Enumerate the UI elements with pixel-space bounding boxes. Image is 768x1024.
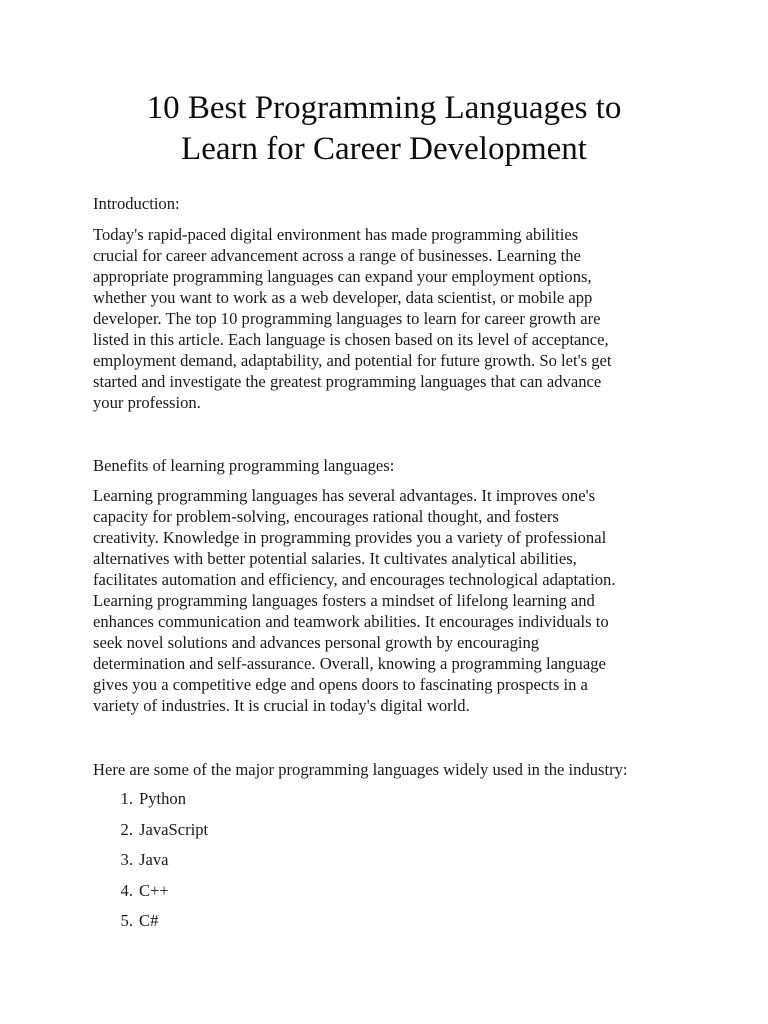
paragraph-line: your profession. (93, 393, 201, 412)
paragraph-line: gives you a competitive edge and opens doors to fascinating prospects in a (93, 675, 588, 694)
benefits-heading: Benefits of learning programming languages: (93, 456, 395, 475)
list-item-name: Python (139, 789, 187, 808)
list-item (93, 910, 159, 941)
introduction-heading: Introduction: (93, 194, 180, 213)
paragraph-line: determination and self-assurance. Overall, knowing a programming language (93, 654, 606, 673)
list-item-number: 5. (120, 911, 133, 930)
paragraph-line: Learning programming languages fosters a mindset of lifelong learning and (93, 591, 595, 610)
list-item (93, 788, 187, 819)
list-item-number: 4. (120, 880, 133, 900)
list-item-name: C# (139, 911, 159, 930)
list-item-name: Java (139, 850, 169, 869)
paragraph-line: Today's rapid-paced digital environment has made programming abilities (93, 225, 579, 244)
paragraph-line: crucial for career advancement across a range of businesses. Learning the (93, 246, 581, 265)
paragraph-line: alternatives with better potential salaries. It cultivates analytical abilities, (93, 549, 577, 568)
introduction-paragraph (93, 224, 693, 413)
list-item (93, 849, 169, 880)
list-item (93, 880, 169, 911)
list-item (93, 819, 209, 850)
list-item-number: 1. (120, 789, 133, 808)
list-item-name: JavaScript (139, 819, 209, 839)
paragraph-line: employment demand, adaptability, and potential for future growth. So let's get (93, 351, 612, 370)
list-item-name: C++ (139, 880, 169, 900)
paragraph-line: creativity. Knowledge in programming provides you a variety of professional (93, 528, 607, 547)
title-line: Learn for Career Development (181, 131, 587, 167)
paragraph-line: started and investigate the greatest programming languages that can advance (93, 372, 602, 391)
paragraph-line: facilitates automation and efficiency, and encourages technological adaptation. (93, 570, 616, 589)
list-item-number: 3. (120, 850, 133, 869)
paragraph-line: Learning programming languages has several advantages. It improves one's (93, 486, 596, 505)
paragraph-line: developer. The top 10 programming languages to learn for career growth are (93, 309, 601, 328)
title-line: 10 Best Programming Languages to (146, 90, 622, 126)
document-title (60, 88, 708, 170)
list-item-number: 2. (120, 819, 133, 839)
paragraph-line: appropriate programming languages can expand your employment options, (93, 267, 592, 286)
paragraph-line: capacity for problem-solving, encourages rational thought, and fosters (93, 507, 559, 526)
paragraph-line: listed in this article. Each language is chosen based on its level of acceptance, (93, 330, 609, 349)
paragraph-line: seek novel solutions and advances personal growth by encouraging (93, 633, 540, 652)
paragraph-line: whether you want to work as a web developer, data scientist, or mobile app (93, 288, 593, 307)
paragraph-line: enhances communication and teamwork abilities. It encourages individuals to (93, 612, 609, 631)
paragraph-line: variety of industries. It is crucial in today's digital world. (93, 696, 470, 715)
languages-heading: Here are some of the major programming languages widely used in the industry: (93, 760, 628, 779)
benefits-paragraph (93, 485, 693, 716)
languages-list (93, 788, 209, 941)
